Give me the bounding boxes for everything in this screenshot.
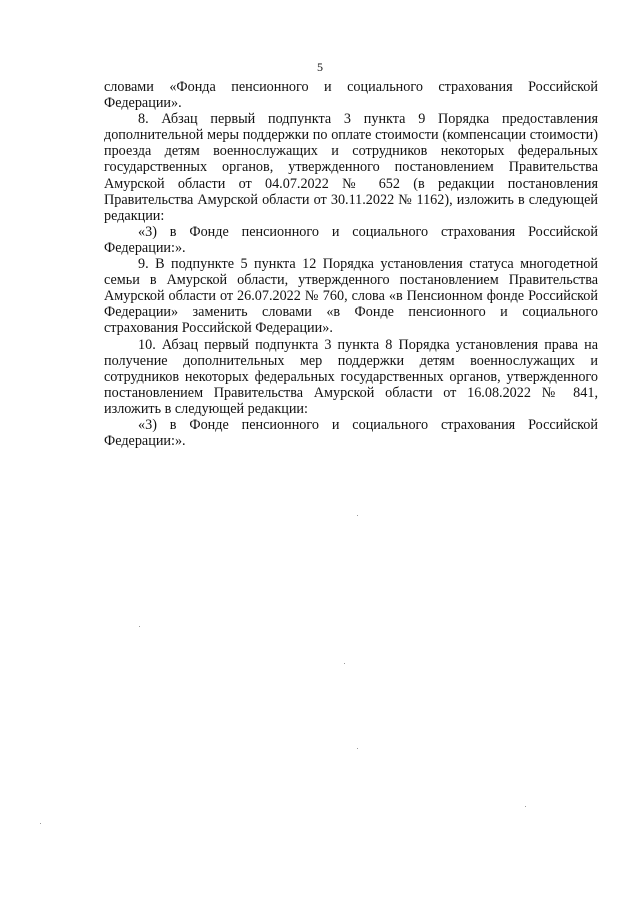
- paragraph-quote-10: «3) в Фонде пенсионного и социального страхования Российской Федерации:».: [104, 416, 598, 450]
- paragraph-item-9: 9. В подпункте 5 пункта 12 Порядка установления статуса многодетной семьи в Амурской области, утвержденного постановлением Правительства Амурской области от 26.07.2022 № 760, слова «в Пенсионном фонде Российской Федерации» заменить словами «в Фонде пенсионного и социального страхования Российской Федерации».: [104, 256, 598, 337]
- page-number: 5: [317, 60, 323, 74]
- scan-speck: [139, 626, 140, 627]
- paragraph-item-8: 8. Абзац первый подпункта 3 пункта 9 Порядка предоставления дополнительной меры поддержки по оплате стоимости (компенсации стоимости) проезда детям военнослужащих и сотрудников некоторых федеральных государственных органов, утвержденного постановлением Правительства Амурской области от 04.07.2022 № 652 (в редакции постановления Правительства Амурской области от 30.11.2022 № 1162), изложить в следующей редакции:: [104, 111, 598, 224]
- paragraph-quote-8: «3) в Фонде пенсионного и социального страхования Российской Федерации:».: [104, 223, 598, 256]
- scan-speck: [357, 748, 358, 749]
- paragraph-item-10: 10. Абзац первый подпункта 3 пункта 8 Порядка установления права на получение дополнительных мер поддержки детям военнослужащих и сотрудников некоторых федеральных государственных органов, утвержденного постановлением Правительства Амурской области от 16.08.2022 № 841, изложить в следующей редакции:: [104, 336, 598, 417]
- scan-speck: [344, 663, 345, 664]
- document-body: [104, 79, 598, 449]
- scan-speck: [40, 823, 41, 824]
- scan-speck: [357, 515, 358, 516]
- paragraph-continuation: словами «Фонда пенсионного и социального страхования Российской Федерации».: [104, 79, 598, 112]
- scan-speck: [525, 806, 526, 807]
